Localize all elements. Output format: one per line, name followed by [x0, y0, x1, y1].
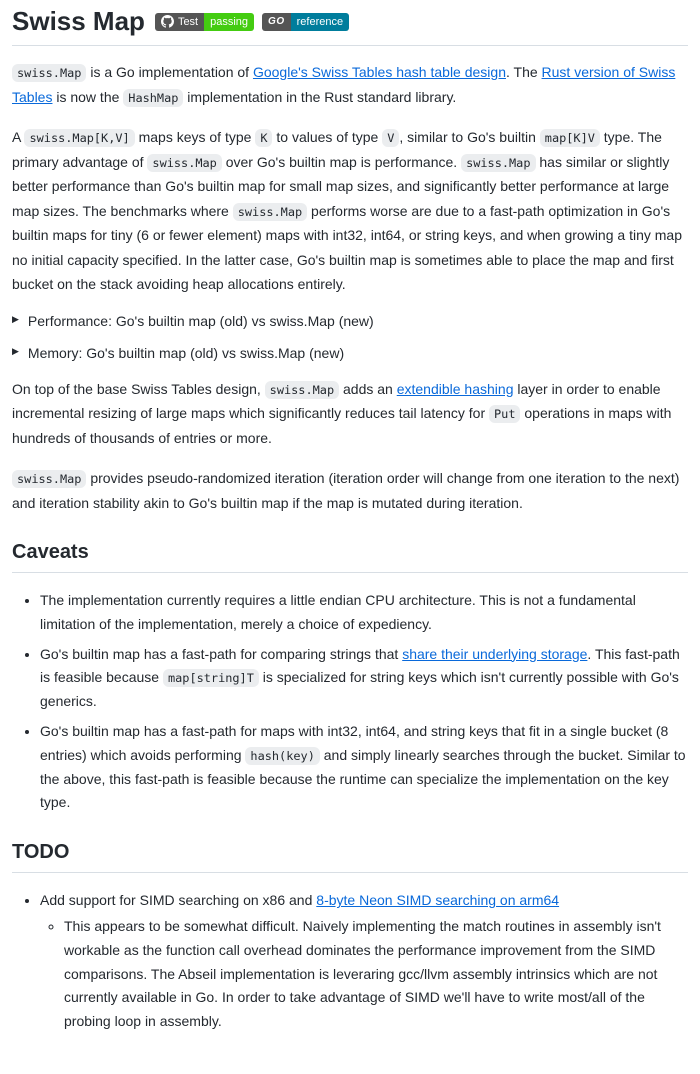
inline-code: map[K]V: [540, 129, 600, 147]
paragraph-performance: A swiss.Map[K,V] maps keys of type K to values of type V , similar to Go's builtin map[K]V type. The primary advantage of swiss.Map over Go's builtin map is performance. swiss.Map has similar or slightly better performance than Go's builtin map for small map sizes, and significantly better performance at large map sizes. The benchmarks where swiss.Map performs worse are due to a fast-path optimization in Go's builtin maps for tiny (6 or fewer element) maps with int32, int64, or string keys, and when growing a tiny map no initial capacity specified. In the latter case, Go's builtin map is sometimes able to place the map and first bucket on the stack avoiding heap allocations entirely.: [12, 129, 682, 292]
test-badge-status: passing: [204, 13, 254, 31]
list-item: • Go's builtin map has a fast-path for comparing strings that share their underlying storage. This fast-path is feasible because map[string]T is specialized for string keys which isn't currently possible with Go's generics.: [40, 643, 688, 714]
text-link[interactable]: Rust version of Swiss Tables: [12, 64, 676, 105]
inline-code: swiss.Map: [265, 381, 339, 399]
inline-code: K: [255, 129, 272, 147]
inline-code: map[string]T: [163, 669, 259, 687]
details-performance-toggle[interactable]: [12, 313, 688, 329]
inline-code: swiss.Map: [461, 154, 535, 172]
todo-heading: TODO: [12, 841, 688, 873]
inline-code: V: [382, 129, 399, 147]
triangle-right-icon: ▶: [12, 314, 19, 324]
go-reference-badge[interactable]: [262, 13, 349, 31]
test-badge-label: [155, 13, 204, 31]
text-link[interactable]: extendible hashing: [396, 380, 514, 397]
go-badge-label: [262, 13, 291, 31]
test-status-badge[interactable]: [155, 13, 254, 31]
caveats-list: [12, 589, 688, 815]
inline-code: swiss.Map: [233, 203, 307, 221]
github-icon: [161, 15, 174, 28]
page-title: Swiss Map: [12, 6, 145, 36]
paragraph-iteration: swiss.Map provides pseudo-randomized iteration (iteration order will change from one iteration to the next) and iteration stability akin to Go's builtin map if the map is mutated during iteration.: [12, 470, 680, 511]
text-link[interactable]: share their underlying storage: [402, 645, 588, 662]
list-item: ◦ This appears to be somewhat difficult. Naively implementing the match routines in assembly isn't workable as the function call overhead dominates the performance improvement from the SIMD comparisons. The Abseil implementation is leveraring gcc/llvm assembly intrinsics which are not currently available in Go. In order to take advantage of SIMD we'll have to write most/all of the probing loop in assembly.: [64, 915, 688, 1034]
list-item: [40, 889, 688, 1034]
list-item: • The implementation currently requires a little endian CPU architecture. This is not a fundamental limitation of the implementation, merely a choice of expediency.: [40, 589, 688, 637]
inline-code: HashMap: [123, 89, 183, 107]
caveats-heading: Caveats: [12, 541, 688, 573]
inline-code: Put: [489, 405, 520, 423]
go-logo-icon: GO: [268, 15, 285, 27]
readme-page: [12, 6, 688, 1034]
badge-group: [155, 13, 349, 31]
list-item: • Go's builtin map has a fast-path for maps with int32, int64, and string keys that fit in a single bucket (8 entries) which avoids performing hash(key) and simply linearly searches through the bucket. Similar to the above, this fast-path is feasible because the runtime can specialize the implementation on the key type.: [40, 720, 688, 815]
go-badge-status: reference: [291, 13, 349, 31]
todo-sublist: [40, 915, 688, 1034]
inline-code: swiss.Map[K,V]: [24, 129, 134, 147]
paragraph-intro: swiss.Map is a Go implementation of Google's Swiss Tables hash table design. The Rust version of Swiss Tables is now the HashMap implementation in the Rust standard library.: [12, 64, 676, 105]
todo-list: [12, 889, 688, 1034]
inline-code: swiss.Map: [12, 64, 86, 82]
text-link[interactable]: Google's Swiss Tables hash table design: [252, 64, 506, 80]
test-badge-text: Test: [177, 15, 199, 28]
triangle-right-icon: ▶: [12, 346, 19, 356]
paragraph-extendible-hashing: On top of the base Swiss Tables design, swiss.Map adds an extendible hashing layer in order to enable incremental resizing of large maps which significantly reduces tail latency for Put operations in maps with hundreds of thousands of entries or more.: [12, 380, 672, 446]
details-memory-summary: Memory: Go's builtin map (old) vs swiss.Map (new): [27, 344, 345, 361]
todo-item-text: Add support for SIMD searching on x86 and 8-byte Neon SIMD searching on arm64: [40, 892, 560, 909]
inline-code: swiss.Map: [147, 154, 221, 172]
text-link[interactable]: 8-byte Neon SIMD searching on arm64: [316, 892, 560, 909]
details-memory-toggle[interactable]: [12, 345, 688, 361]
page-title-row: [12, 6, 688, 46]
details-performance-summary: Performance: Go's builtin map (old) vs swiss.Map (new): [27, 312, 374, 329]
inline-code: hash(key): [245, 747, 319, 765]
inline-code: swiss.Map: [12, 470, 86, 488]
